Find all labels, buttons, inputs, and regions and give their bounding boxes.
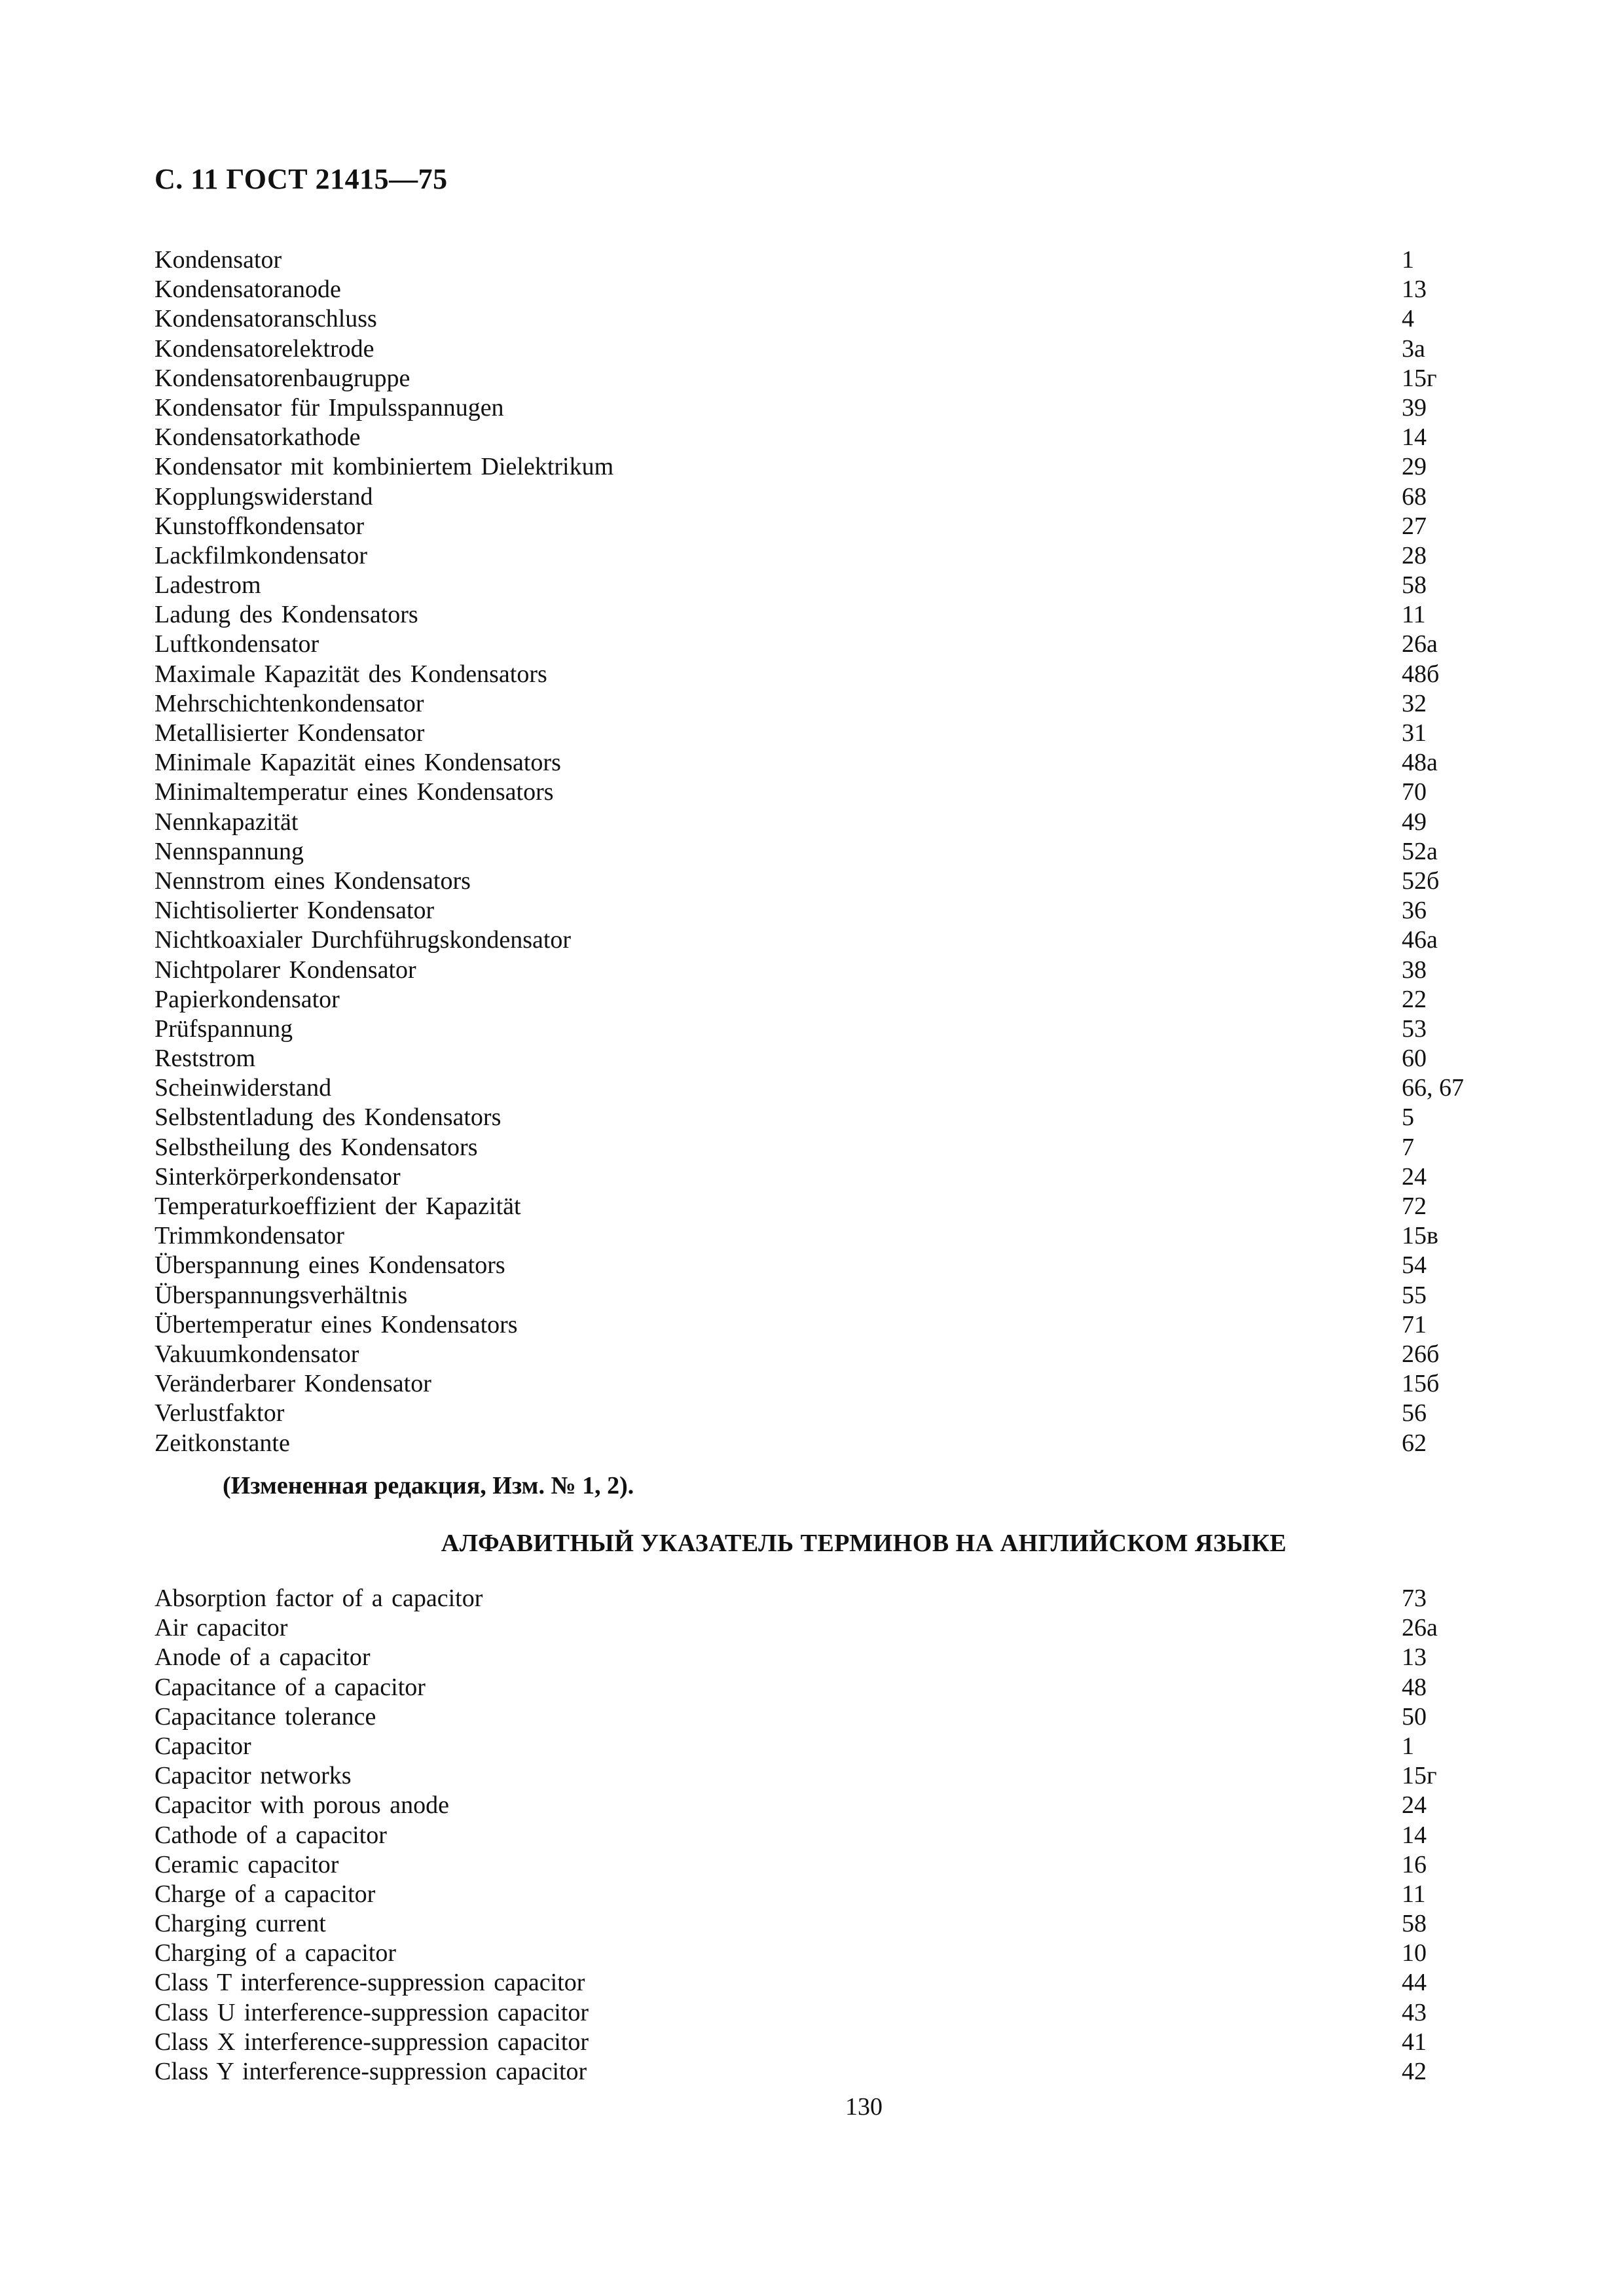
index-row xyxy=(155,1880,1490,1909)
term-number: 52б xyxy=(1402,867,1440,895)
term-text: Überspannung eines Kondensators xyxy=(155,1251,505,1280)
term-number: 26б xyxy=(1402,1340,1440,1368)
index-row xyxy=(155,2028,1490,2057)
term-number: 11 xyxy=(1402,1880,1426,1908)
index-row xyxy=(155,778,1490,807)
index-row xyxy=(155,808,1490,837)
index-row xyxy=(155,1221,1490,1251)
term-number: 22 xyxy=(1402,985,1427,1013)
index-row xyxy=(155,1791,1490,1820)
index-row xyxy=(155,1103,1490,1132)
page-number: 130 xyxy=(845,2093,883,2121)
index-row xyxy=(155,571,1490,600)
index-row xyxy=(155,1643,1490,1672)
index-row xyxy=(155,1939,1490,1968)
term-text: Zeitkonstante xyxy=(155,1429,290,1457)
term-number: 41 xyxy=(1402,2028,1427,2056)
term-text: Kondensator für Impulsspannugen xyxy=(155,393,504,422)
term-number: 58 xyxy=(1402,1910,1427,1938)
index-row xyxy=(155,600,1490,630)
term-number: 54 xyxy=(1402,1251,1427,1280)
term-text: Selbstheilung des Kondensators xyxy=(155,1133,478,1161)
term-number: 4 xyxy=(1402,305,1414,333)
index-row xyxy=(155,482,1490,512)
index-row xyxy=(155,956,1490,985)
index-row xyxy=(155,630,1490,659)
index-row xyxy=(155,423,1490,452)
index-row xyxy=(155,1998,1490,2028)
term-text: Charging current xyxy=(155,1910,326,1938)
index-row xyxy=(155,512,1490,541)
term-number: 15г xyxy=(1402,1762,1437,1790)
term-number: 16 xyxy=(1402,1850,1427,1878)
term-number: 38 xyxy=(1402,956,1427,984)
term-text: Vakuumkondensator xyxy=(155,1340,359,1368)
term-number: 49 xyxy=(1402,808,1427,836)
term-text: Kunstoffkondensator xyxy=(155,512,365,540)
term-text: Sinterkörperkondensator xyxy=(155,1162,401,1191)
term-text: Nichtisolierter Kondensator xyxy=(155,897,435,925)
term-number: 68 xyxy=(1402,482,1427,511)
term-number: 52а xyxy=(1402,837,1438,865)
term-text: Trimmkondensator xyxy=(155,1222,344,1250)
index-row xyxy=(155,689,1490,719)
term-text: Kondensatorkathode xyxy=(155,423,361,452)
term-number: 62 xyxy=(1402,1429,1427,1457)
term-text: Temperaturkoeffizient der Kapazität xyxy=(155,1193,521,1220)
term-number: 43 xyxy=(1402,1998,1427,2026)
term-number: 39 xyxy=(1402,393,1427,422)
index-row xyxy=(155,1613,1490,1643)
term-text: Anode of a capacitor xyxy=(155,1643,371,1672)
index-row xyxy=(155,1761,1490,1791)
term-text: Kondensatoranode xyxy=(155,276,341,304)
term-text: Kondensatorenbaugruppe xyxy=(155,364,410,392)
term-number: 1 xyxy=(1402,246,1414,274)
section-title: АЛФАВИТНЫЙ УКАЗАТЕЛЬ ТЕРМИНОВ НА АНГЛИЙСКОМ ЯЗЫКЕ xyxy=(441,1530,1287,1557)
term-number: 44 xyxy=(1402,1969,1427,1997)
index-row xyxy=(155,304,1490,334)
index-row xyxy=(155,452,1490,482)
term-text: Kopplungswiderstand xyxy=(155,482,373,511)
index-row xyxy=(155,1369,1490,1399)
term-text: Air capacitor xyxy=(155,1614,288,1642)
index-row xyxy=(155,245,1490,275)
term-number: 14 xyxy=(1402,1821,1427,1849)
index-row xyxy=(155,1702,1490,1732)
term-text: Nennspannung xyxy=(155,837,304,865)
term-text: Class U interference-suppression capacitor xyxy=(155,1998,589,2026)
index-row xyxy=(155,1251,1490,1280)
term-text: Minimaltemperatur eines Kondensators xyxy=(155,778,554,806)
term-number: 73 xyxy=(1402,1585,1427,1612)
index-row xyxy=(155,1162,1490,1192)
index-row xyxy=(155,896,1490,925)
term-text: Capacitance of a capacitor xyxy=(155,1673,426,1701)
term-text: Prüfspannung xyxy=(155,1014,293,1043)
term-text: Luftkondensator xyxy=(155,630,319,658)
term-text: Nichtkoaxialer Durchführugskondensator xyxy=(155,926,572,954)
term-number: 7 xyxy=(1402,1133,1414,1161)
index-row xyxy=(155,1850,1490,1880)
index-row xyxy=(155,867,1490,896)
term-text: Verlustfaktor xyxy=(155,1399,285,1427)
index-row xyxy=(155,748,1490,778)
term-number: 36 xyxy=(1402,897,1427,925)
index-row xyxy=(155,1673,1490,1702)
term-text: Maximale Kapazität des Kondensators xyxy=(155,660,547,688)
term-text: Mehrschichtenkondensator xyxy=(155,689,424,717)
term-number: 46а xyxy=(1402,926,1438,954)
term-text: Kondensatoranschluss xyxy=(155,305,377,333)
index-row xyxy=(155,1968,1490,1998)
index-row xyxy=(155,393,1490,423)
term-text: Absorption factor of a capacitor xyxy=(155,1585,483,1612)
term-number: 24 xyxy=(1402,1791,1427,1820)
term-number: 13 xyxy=(1402,276,1427,304)
term-text: Ceramic capacitor xyxy=(155,1850,339,1878)
term-number: 10 xyxy=(1402,1939,1427,1967)
term-number: 66, 67 xyxy=(1402,1074,1464,1102)
term-text: Scheinwiderstand xyxy=(155,1074,332,1102)
term-number: 53 xyxy=(1402,1014,1427,1043)
term-text: Class T interference-suppression capacitor xyxy=(155,1969,585,1997)
term-text: Überspannungsverhältnis xyxy=(155,1281,408,1309)
term-text: Class X interference-suppression capacitor xyxy=(155,2028,589,2056)
term-number: 29 xyxy=(1402,453,1427,481)
revision-note: (Измененная редакция, Изм. № 1, 2). xyxy=(223,1472,634,1499)
index-row xyxy=(155,334,1490,364)
term-text: Charging of a capacitor xyxy=(155,1939,396,1967)
term-text: Minimale Kapazität eines Kondensators xyxy=(155,749,561,777)
term-number: 50 xyxy=(1402,1702,1427,1731)
term-text: Papierkondensator xyxy=(155,985,340,1013)
term-text: Selbstentladung des Kondensators xyxy=(155,1103,501,1132)
term-text: Capacitor xyxy=(155,1732,251,1760)
index-row xyxy=(155,1821,1490,1850)
term-text: Reststrom xyxy=(155,1045,256,1073)
term-number: 48 xyxy=(1402,1673,1427,1701)
index-row xyxy=(155,1044,1490,1073)
term-number: 48б xyxy=(1402,660,1440,688)
term-text: Nichtpolarer Kondensator xyxy=(155,956,416,984)
term-number: 14 xyxy=(1402,423,1427,452)
index-row xyxy=(155,1310,1490,1340)
index-row xyxy=(155,364,1490,393)
term-text: Capacitor with porous anode xyxy=(155,1791,449,1820)
term-text: Capacitance tolerance xyxy=(155,1702,376,1731)
term-number: 42 xyxy=(1402,2058,1427,2085)
term-number: 13 xyxy=(1402,1643,1427,1672)
term-text: Kondensatorelektrode xyxy=(155,334,374,363)
index-row xyxy=(155,1133,1490,1162)
term-number: 56 xyxy=(1402,1399,1427,1427)
index-row xyxy=(155,1909,1490,1939)
page-header: С. 11 ГОСТ 21415—75 xyxy=(155,163,448,195)
term-text: Kondensator mit kombiniertem Dielektrikum xyxy=(155,453,614,481)
index-row xyxy=(155,1399,1490,1428)
term-text: Veränderbarer Kondensator xyxy=(155,1370,431,1398)
term-number: 31 xyxy=(1402,719,1427,747)
term-number: 5 xyxy=(1402,1103,1414,1132)
term-text: Ladestrom xyxy=(155,571,261,600)
term-number: 26а xyxy=(1402,1614,1438,1642)
term-text: Metallisierter Kondensator xyxy=(155,719,425,747)
german-term-index xyxy=(155,245,1490,1458)
term-text: Class Y interference-suppression capacitor xyxy=(155,2058,587,2085)
term-number: 58 xyxy=(1402,571,1427,600)
term-number: 28 xyxy=(1402,541,1427,569)
index-row xyxy=(155,1429,1490,1458)
term-number: 48а xyxy=(1402,749,1438,777)
english-term-index xyxy=(155,1584,1490,2087)
term-number: 27 xyxy=(1402,512,1427,540)
index-row xyxy=(155,660,1490,689)
term-number: 60 xyxy=(1402,1045,1427,1073)
index-row xyxy=(155,1732,1490,1761)
term-number: 3а xyxy=(1402,334,1425,363)
term-text: Cathode of a capacitor xyxy=(155,1821,387,1849)
index-row xyxy=(155,1073,1490,1103)
term-text: Capacitor networks xyxy=(155,1762,352,1790)
index-row xyxy=(155,541,1490,571)
term-number: 55 xyxy=(1402,1281,1427,1309)
index-row xyxy=(155,719,1490,748)
term-text: Übertemperatur eines Kondensators xyxy=(155,1310,518,1338)
term-number: 71 xyxy=(1402,1310,1427,1338)
term-number: 1 xyxy=(1402,1732,1414,1760)
index-row xyxy=(155,985,1490,1014)
term-number: 70 xyxy=(1402,778,1427,806)
index-row xyxy=(155,1281,1490,1310)
term-number: 15г xyxy=(1402,364,1437,392)
index-row xyxy=(155,1192,1490,1221)
term-number: 11 xyxy=(1402,601,1426,629)
term-number: 72 xyxy=(1402,1193,1427,1220)
term-text: Nennkapazität xyxy=(155,808,299,836)
term-text: Charge of a capacitor xyxy=(155,1880,376,1908)
index-row xyxy=(155,1014,1490,1044)
term-text: Ladung des Kondensators xyxy=(155,601,418,629)
index-row xyxy=(155,2057,1490,2087)
term-number: 15в xyxy=(1402,1222,1438,1250)
term-number: 15б xyxy=(1402,1370,1440,1398)
term-number: 32 xyxy=(1402,689,1427,717)
index-row xyxy=(155,275,1490,304)
index-row xyxy=(155,925,1490,955)
term-number: 26а xyxy=(1402,630,1438,658)
term-number: 24 xyxy=(1402,1162,1427,1191)
term-text: Nennstrom eines Kondensators xyxy=(155,867,471,895)
term-text: Lackfilmkondensator xyxy=(155,541,368,569)
term-text: Kondensator xyxy=(155,246,282,274)
index-row xyxy=(155,1340,1490,1369)
index-row xyxy=(155,837,1490,867)
index-row xyxy=(155,1584,1490,1613)
